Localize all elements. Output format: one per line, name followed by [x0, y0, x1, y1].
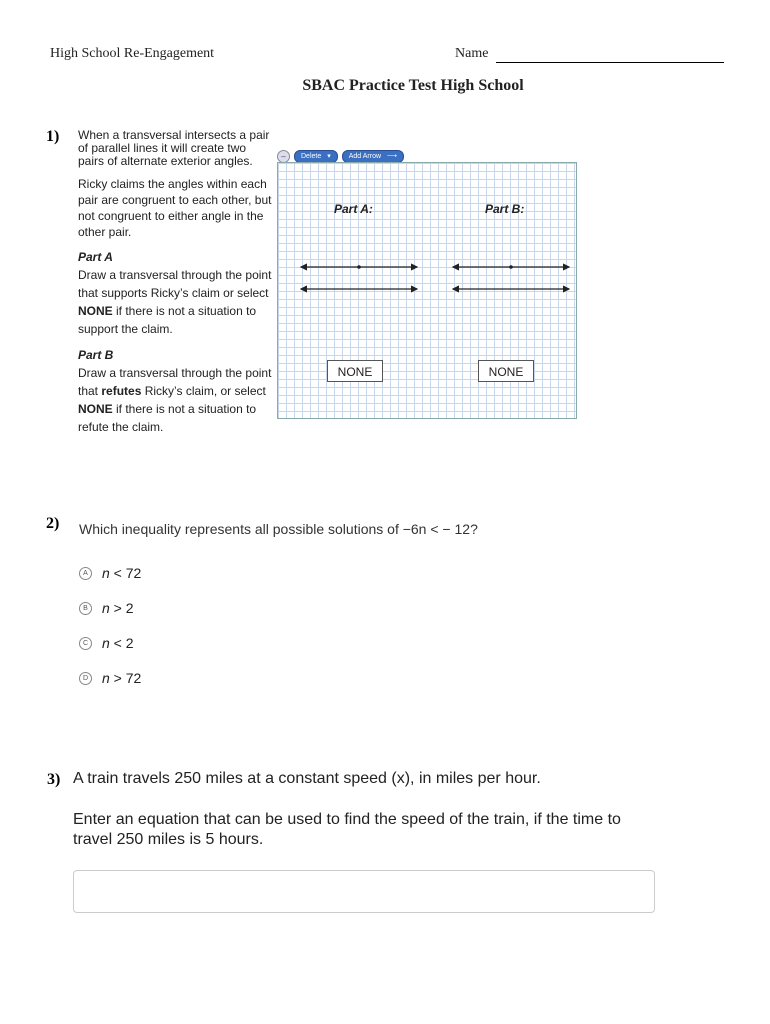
q2-option-b-text: > 2	[109, 600, 134, 616]
q2-option-a-var: n	[102, 565, 110, 581]
q1-partB	[78, 346, 274, 436]
grid-partA-label: Part A:	[334, 202, 373, 216]
add-arrow-button-label: Add Arrow	[348, 152, 382, 160]
q1-partB-refutes: refutes	[101, 384, 142, 398]
q2-option-d-var: n	[102, 670, 110, 686]
q1-intro: When a transversal intersects a pair of parallel lines it will create two pairs of alternate exterior angles.	[78, 128, 270, 168]
radio-d[interactable]: D	[79, 672, 92, 685]
q1-number: 1)	[46, 128, 60, 145]
delete-button[interactable]	[294, 150, 338, 163]
collapse-icon[interactable]: –	[277, 150, 290, 163]
q2-option-c[interactable]	[79, 635, 134, 651]
q2-option-a[interactable]	[79, 565, 141, 581]
add-arrow-button[interactable]	[342, 150, 404, 163]
q2-option-c-text: < 2	[109, 635, 134, 651]
q3-line2: Enter an equation that can be used to find the speed of the train, if the time to travel 250 miles is 5 hours.	[73, 811, 621, 848]
q1-partA-text2: if there is not a situation to support the claim.	[78, 304, 257, 336]
q2-stem: Which inequality represents all possible solutions of −6n < − 12?	[79, 521, 478, 537]
q2-number: 2)	[46, 515, 60, 532]
radio-a[interactable]: A	[79, 567, 92, 580]
q2-option-c-var: n	[102, 635, 110, 651]
partA-none-button[interactable]: NONE	[327, 360, 383, 382]
radio-c[interactable]: C	[79, 637, 92, 650]
q1-instructions	[78, 129, 274, 436]
delete-button-label: Delete	[301, 152, 322, 160]
partB-none-button[interactable]: NONE	[478, 360, 534, 382]
q1-partB-text1: Draw a transversal through the point that	[78, 366, 272, 398]
name-label: Name	[455, 46, 489, 61]
q1-partB-none: NONE	[78, 402, 113, 416]
name-line	[496, 62, 724, 63]
q3-number: 3)	[47, 771, 61, 788]
q1-partA-heading: Part A	[78, 250, 113, 264]
partB-point	[509, 265, 513, 269]
q2-option-d-text: > 72	[109, 670, 142, 686]
q2-option-b[interactable]	[79, 600, 134, 616]
q2-option-b-var: n	[102, 600, 110, 616]
graph-toolbar	[277, 149, 404, 163]
q1-partA	[78, 248, 274, 338]
dropdown-icon: ▾	[327, 152, 331, 160]
q3-answer-input[interactable]	[73, 870, 655, 913]
q1-partB-text3: if there is not a situation to refute the claim.	[78, 402, 257, 434]
q2-option-a-text: < 72	[109, 565, 142, 581]
grid-partB-label: Part B:	[485, 202, 525, 216]
q1-partA-text1: Draw a transversal through the point that supports Ricky’s claim or select	[78, 268, 272, 300]
page-title: SBAC Practice Test High School	[302, 77, 524, 94]
header-course: High School Re-Engagement	[50, 46, 215, 61]
q1-partA-none: NONE	[78, 304, 113, 318]
arrow-icon: ⟶	[387, 152, 398, 160]
q2-option-d[interactable]	[79, 670, 141, 686]
q3-line1: A train travels 250 miles at a constant speed (x), in miles per hour.	[73, 770, 541, 787]
q1-claim: Ricky claims the angles within each pair are congruent to each other, but not congruent to either angle in the other pair.	[78, 177, 272, 239]
radio-b[interactable]: B	[79, 602, 92, 615]
q1-partB-heading: Part B	[78, 348, 114, 362]
partA-point	[357, 265, 361, 269]
q1-partB-text2: Ricky’s claim, or select	[141, 384, 266, 398]
